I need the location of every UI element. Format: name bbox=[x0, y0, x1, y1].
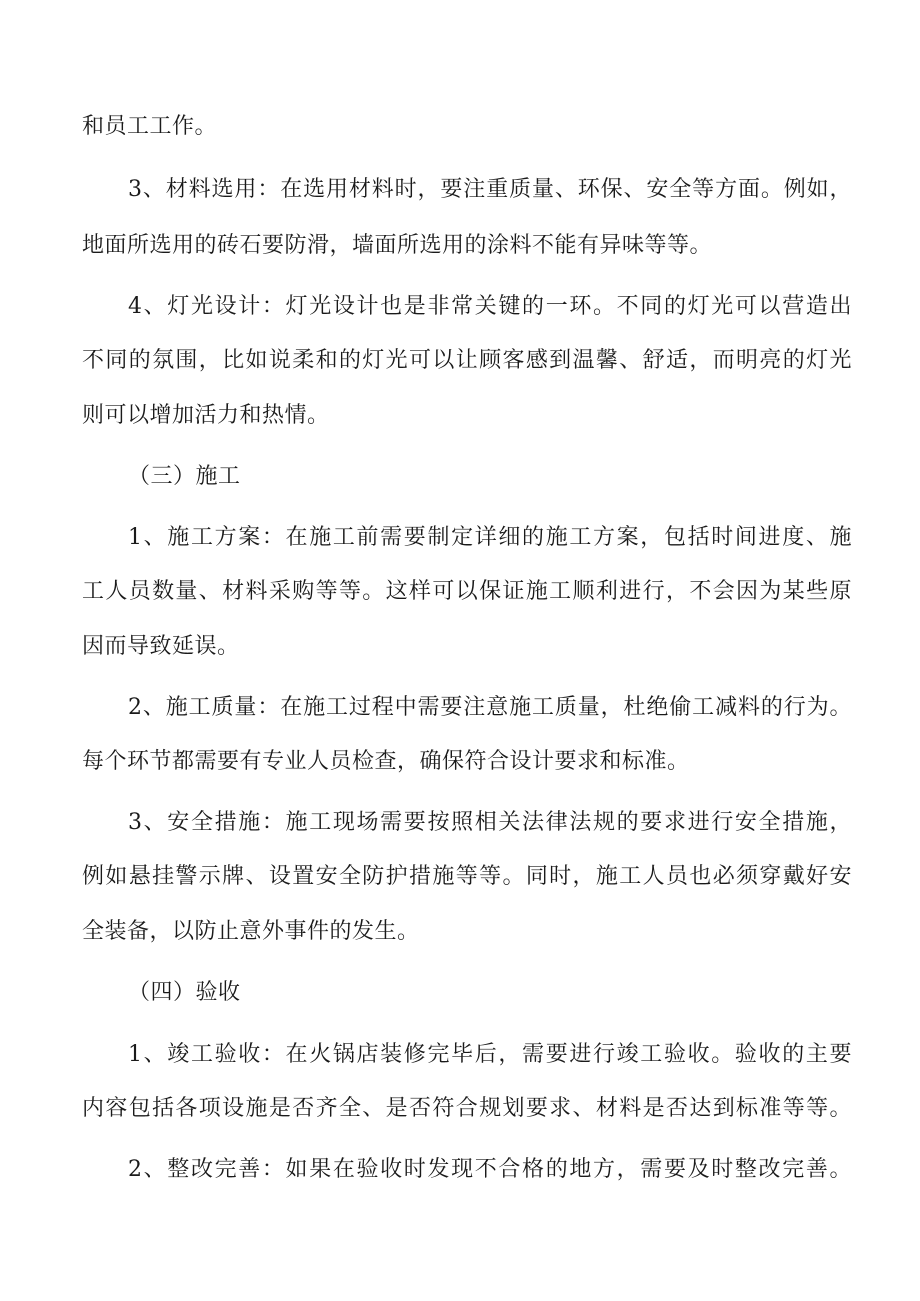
section-heading: （四）验收 bbox=[128, 980, 241, 1005]
paragraph-line: 工人员数量、材料采购等等。这样可以保证施工顺利进行，不会因为某些原 bbox=[82, 579, 852, 604]
paragraph-line: 3、材料选用：在选用材料时，要注重质量、环保、安全等方面。例如， bbox=[128, 177, 852, 202]
paragraph-line: 则可以增加活力和热情。 bbox=[82, 403, 330, 428]
section-heading: （三）施工 bbox=[128, 464, 241, 489]
paragraph-line: 地面所选用的砖石要防滑，墙面所选用的涂料不能有异味等等。 bbox=[82, 233, 713, 258]
paragraph-line: 因而导致延误。 bbox=[82, 634, 240, 659]
paragraph-line: 不同的氛围，比如说柔和的灯光可以让顾客感到温馨、舒适，而明亮的灯光 bbox=[82, 348, 852, 373]
paragraph-line: 2、整改完善：如果在验收时发现不合格的地方，需要及时整改完善。 bbox=[128, 1157, 852, 1182]
paragraph-line: 1、施工方案：在施工前需要制定详细的施工方案，包括时间进度、施 bbox=[128, 525, 852, 550]
paragraph-line: 4、灯光设计：灯光设计也是非常关键的一环。不同的灯光可以营造出 bbox=[128, 294, 852, 319]
paragraph-line: 和员工工作。 bbox=[82, 114, 218, 139]
paragraph-line: 每个环节都需要有专业人员检查，确保符合设计要求和标准。 bbox=[82, 749, 690, 774]
paragraph-line: 例如悬挂警示牌、设置安全防护措施等等。同时，施工人员也必须穿戴好安 bbox=[82, 864, 852, 889]
paragraph-line: 2、施工质量：在施工过程中需要注意施工质量，杜绝偷工减料的行为。 bbox=[128, 695, 852, 720]
paragraph-line: 3、安全措施：施工现场需要按照相关法律法规的要求进行安全措施， bbox=[128, 810, 852, 835]
paragraph-line: 内容包括各项设施是否齐全、是否符合规划要求、材料是否达到标准等等。 bbox=[82, 1096, 852, 1121]
paragraph-line: 1、竣工验收：在火锅店装修完毕后，需要进行竣工验收。验收的主要 bbox=[128, 1042, 852, 1067]
paragraph-line: 全装备，以防止意外事件的发生。 bbox=[82, 919, 420, 944]
